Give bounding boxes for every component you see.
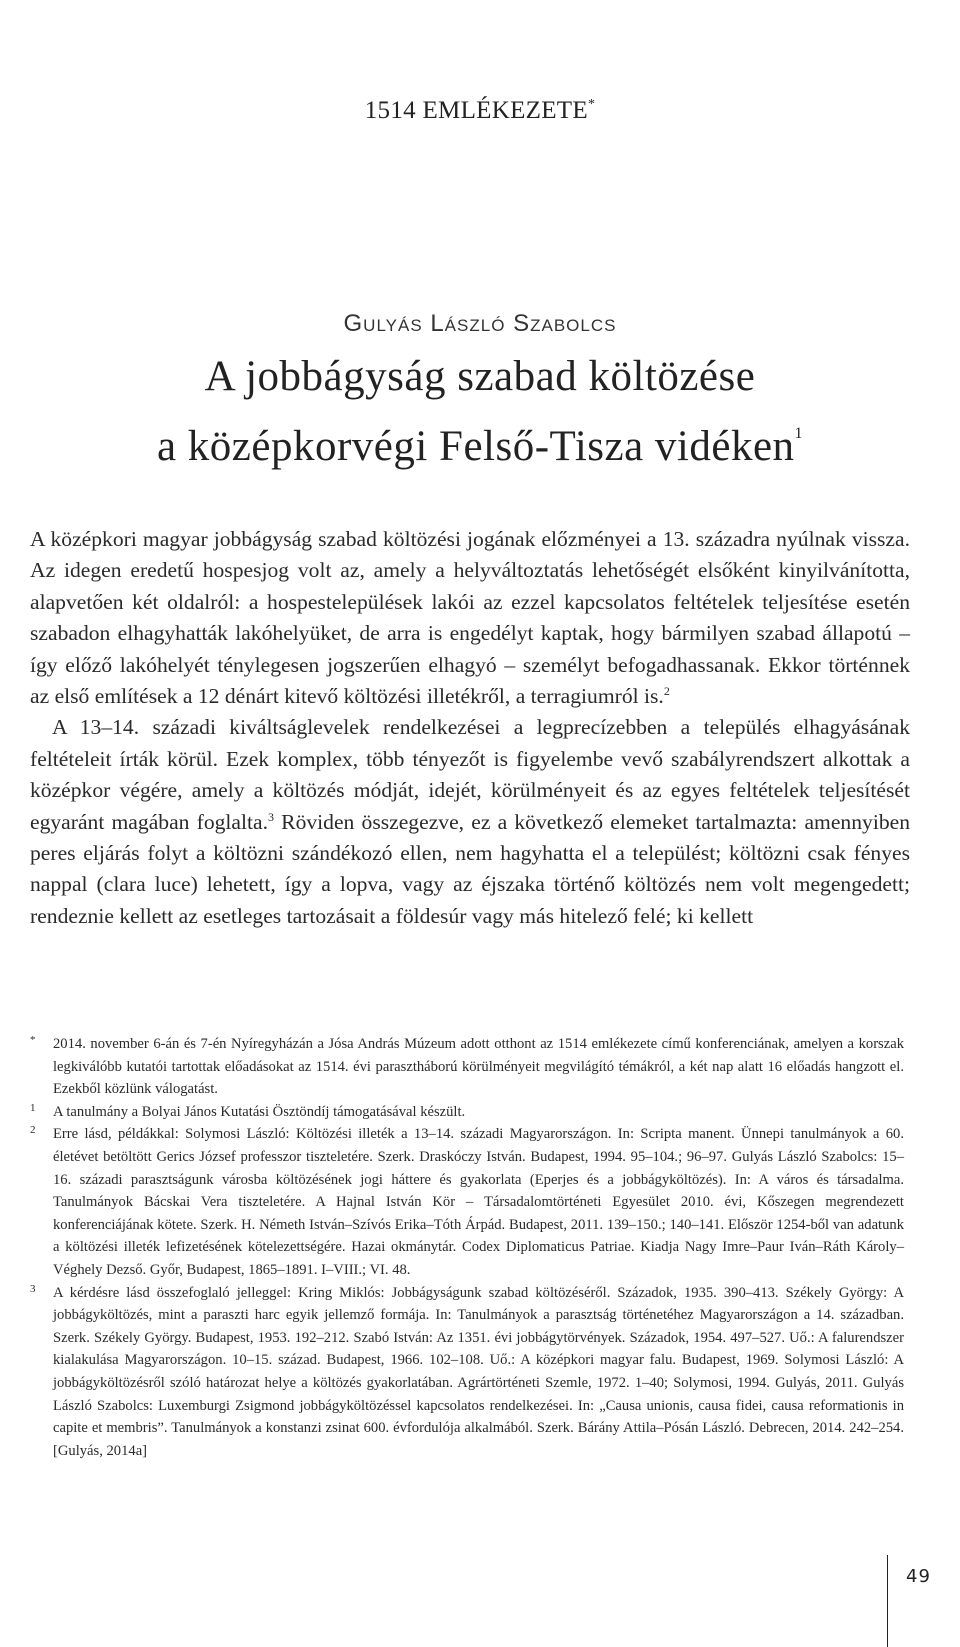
- title-line-2: a középkorvégi Felső-Tisza vidéken$^1$: [156, 423, 804, 470]
- footnote-mark: *: [30, 1034, 36, 1046]
- running-title-footnote-mark: *: [587, 97, 596, 112]
- page-number-rule: [887, 1555, 888, 1647]
- footnote: 1 A tanulmány a Bolyai János Kutatási Ösztöndíj támogatásával készült.: [30, 1101, 904, 1124]
- footnote-mark: 1: [30, 1101, 36, 1114]
- paragraph-2: A 13–14. századi kiváltságlevelek rendelkezései a legprecízebben a település elhagyásának feltételeit írták körül. Ezek komplex, több tényezőt is figyelembe vevő szabályrendszert alkottak a középkor végére, amely a költözés módját, idejét, körülményeit és az egyes feltételek teljesítését egyaránt magában foglalta.$^3$ Röviden összegezve, ez a következő elemeket tartalmazta: amennyiben peres eljárás folyt a költözni szándékozó ellen, nem hagyhatta el a települést; költözni csak fényes nappal (clara luce) lehetett, így a lopva, vagy az éjszaka történő költözés nem volt megengedett; rendeznie kellett az esetleges tartozásait a földesúr vagy más hitelező felé; ki kellett: [30, 715, 911, 928]
- page-number: 49: [906, 1566, 931, 1587]
- running-head: [0, 97, 960, 125]
- footnotes: [30, 1033, 904, 1462]
- footnote-ref-2: 2: [663, 684, 670, 699]
- body-text: [30, 524, 910, 932]
- footnote: * 2014. november 6-án és 7-én Nyíregyházán a Jósa András Múzeum adott otthont az 1514 emlékezete című konferenciának, amelyen a korszak legkiválóbb kutatói tartottak előadásokat az 1514. évi parasztháború körülményeit megvilágító témákról, a két nap alatt 16 előadás hangzott el. Ezekből közlünk válogatást.: [30, 1033, 904, 1101]
- footnote: 2 Erre lásd, példákkal: Solymosi László: Költözési illeték a 13–14. századi Magyarországon. In: Scripta manent. Ünnepi tanulmányok a 60. életévet betöltött Gerics József professzor tiszteletére. Szerk. Draskóczy István. Budapest, 1994. 95–104.; 96–97. Gulyás László Szabolcs: 15–16. századi parasztságunk városba költözésének jogi háttere és gyakorlata (Eperjes és a jobbágyköltözés). In: A város és társadalma. Tanulmányok Bácskai Vera tiszteletére. A Hajnal István Kör – Társadalomtörténeti Egyesület 2010. évi, Kőszegen megrendezett konferenciájának kötete. Szerk. H. Németh István–Szívós Erika–Tóth Árpád. Budapest, 2011. 139–150.; 140–141. Először 1254-ből van adatunk a költözési illeték lefizetésének kötelezettségére. Hazai okmánytár. Codex Diplomaticus Patriae. Kiadja Nagy Imre–Paur Iván–Ráth Károly–Véghely Dezső. Győr, Budapest, 1865–1891. I–VIII.; VI. 48.: [30, 1123, 904, 1281]
- footnote-mark: 2: [30, 1124, 36, 1137]
- paragraph-1: A középkori magyar jobbágyság szabad költözési jogának előzményei a 13. századra nyúlnak vissza. Az idegen eredetű hospesjog volt az, amely a helyváltoztatás lehetőségét elsőként kinyilvánította, alapvetően két oldalról: a hospestelepülések lakói az ezzel kapcsolatos feltételek teljesítése esetén szabadon elhagyhatták lakóhelyüket, de arra is engedélyt kaptak, hogy bármilyen szabad állapotú – így előző lakóhelyét ténylegesen jogszerűen elhagyó – személyt befogadhassanak. Ekkor történnek az első említések a 12 dénárt kitevő költözési illetékről, a terragiumról is.$^2$: [30, 527, 910, 709]
- footnote-ref-3: 3: [268, 809, 274, 824]
- title-line-1: A jobbágyság szabad költözése: [204, 353, 756, 400]
- title-footnote-ref: 1: [794, 425, 804, 442]
- running-title: 1514 EMLÉKEZETE: [364, 97, 588, 124]
- footnote-mark: 3: [30, 1282, 36, 1295]
- article-author: Gulyás László Szabolcs: [343, 310, 617, 337]
- footnote: 3 A kérdésre lásd összefoglaló jelleggel: Kring Miklós: Jobbágyságunk szabad költözéséről. Századok, 1935. 390–413. Székely György: A jobbágyköltözés, mint a paraszti harc egyik jellemző formája. In: Tanulmányok a parasztság történetéhez Magyarországon a 14. században. Szerk. Székely György. Budapest, 1953. 192–212. Szabó István: Az 1351. évi jobbágytörvények. Századok, 1954. 497–527. Uő.: A falurendszer kialakulása Magyarországon. 10–15. század. Budapest, 1966. 102–108. Uő.: A középkori magyar falu. Budapest, 1969. Solymosi László: A jobbágyköltözésről szóló határozat helye a költözés gyakorlatában. Agrártörténeti Szemle, 1972. 1–40; Solymosi, 1994. Gulyás, 2011. Gulyás László Szabolcs: Luxemburgi Zsigmond jobbágyköltözéssel kapcsolatos rendelkezései. In: „Causa unionis, causa fidei, causa reformationis in capite et membris”. Tanulmányok a konstanzi zsinat 600. évfordulója alkalmából. Szerk. Bárány Attila–Pósán László. Debrecen, 2014. 242–254. [Gulyás, 2014a]: [30, 1282, 904, 1463]
- article-title: [0, 348, 960, 475]
